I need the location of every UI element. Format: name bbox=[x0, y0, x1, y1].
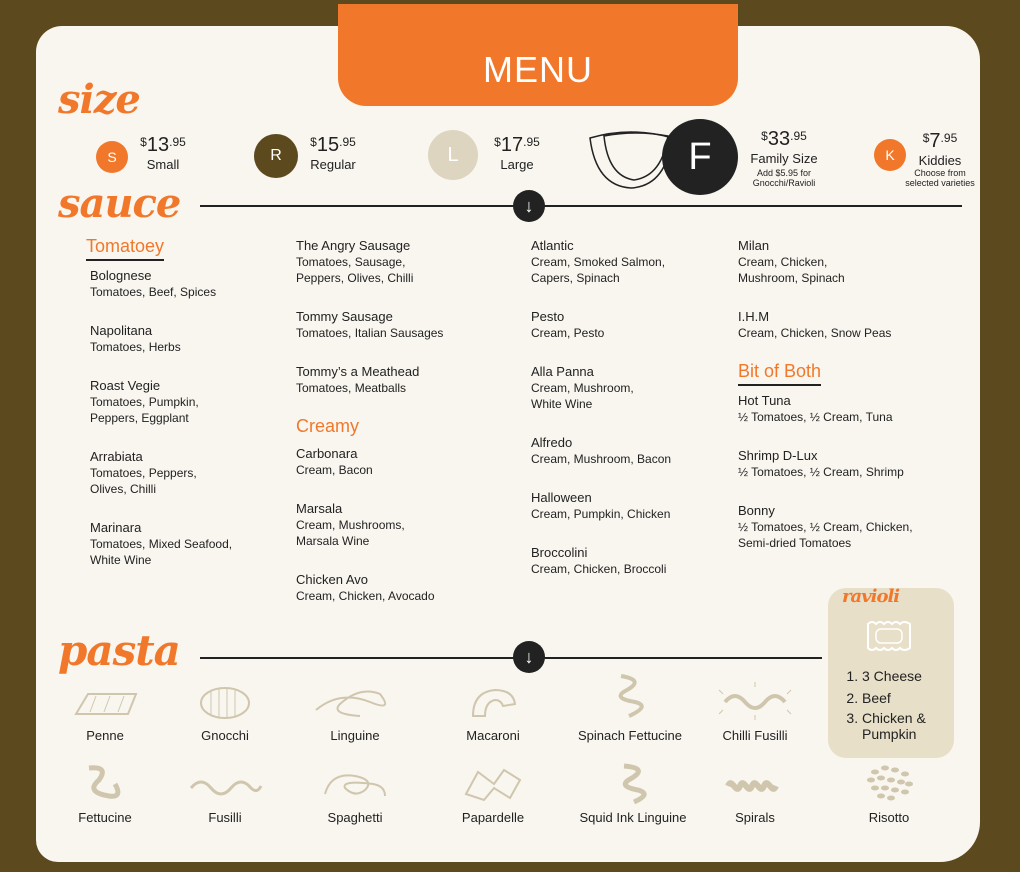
sauce-item: Chicken Avo Cream, Chicken, Avocado bbox=[296, 572, 435, 603]
macaroni-icon bbox=[463, 684, 523, 722]
pasta-item: Papardelle bbox=[438, 764, 548, 826]
fusilli-icon bbox=[185, 770, 265, 804]
category-tomatoey: Tomatoey bbox=[86, 236, 164, 261]
size-small-price: $^{\$}13^{.95}$ Small bbox=[140, 134, 186, 172]
sauce-item: Halloween Cream, Pumpkin, Chicken bbox=[531, 490, 671, 521]
sauce-item: Arrabiata Tomatoes, Peppers, Olives, Chilli bbox=[90, 449, 197, 496]
spirals-icon bbox=[720, 768, 790, 804]
arrow-down-icon: ↓ bbox=[513, 641, 545, 673]
sauce-item: Atlantic Cream, Smoked Salmon, Capers, Spinach bbox=[531, 238, 666, 285]
pasta-item: Spinach Fettucine bbox=[575, 672, 685, 744]
pasta-item: Fusilli bbox=[170, 770, 280, 826]
size-large-badge: L bbox=[428, 130, 478, 180]
sauce-item: Tommy Sausage Tomatoes, Italian Sausages bbox=[296, 309, 444, 340]
category-creamy: Creamy bbox=[296, 416, 360, 436]
spaghetti-icon bbox=[315, 764, 395, 804]
ravioli-heading: ravioli bbox=[842, 586, 900, 607]
size-family-badge: F bbox=[662, 119, 738, 195]
sauce-item: Milan Cream, Chicken, Mushroom, Spinach bbox=[738, 238, 845, 285]
fettucine-icon bbox=[75, 762, 135, 804]
sauce-column-2 bbox=[296, 237, 496, 626]
pasta-item: Squid Ink Linguine bbox=[578, 762, 688, 826]
gnocchi-icon bbox=[195, 684, 255, 722]
sauce-item: Alfredo Cream, Mushroom, Bacon bbox=[531, 435, 672, 466]
size-regular-price: $^{\$}15^{.95}$ Regular bbox=[310, 134, 356, 172]
sauce-item: Broccolini Cream, Chicken, Broccoli bbox=[531, 545, 667, 576]
spinach-fettucine-icon bbox=[605, 672, 655, 724]
pasta-heading: pasta bbox=[58, 626, 180, 675]
size-family-price: $^{\$}33^{.95}$ Family Size Add $5.95 for Gnocchi/Ravioli bbox=[750, 128, 818, 188]
pasta-item: Linguine bbox=[300, 684, 410, 744]
pasta-item: Chilli Fusilli bbox=[700, 680, 810, 744]
sauce-item: Marsala Cream, Mushrooms, Marsala Wine bbox=[296, 501, 405, 548]
chilli-fusilli-icon bbox=[715, 680, 795, 722]
sauce-item: Napolitana Tomatoes, Herbs bbox=[90, 323, 181, 354]
pasta-item: Spaghetti bbox=[300, 764, 410, 826]
squid-ink-linguine-icon bbox=[608, 762, 658, 804]
size-regular-badge: R bbox=[254, 134, 298, 178]
sauce-item: Roast Vegie Tomatoes, Pumpkin, Peppers, Eggplant bbox=[90, 378, 199, 425]
sauce-item: Hot Tuna ½ Tomatoes, ½ Cream, Tuna bbox=[738, 393, 893, 424]
list-item: 2. Beef bbox=[862, 688, 942, 708]
pasta-item: Penne bbox=[50, 684, 160, 744]
size-kiddies-badge: K bbox=[874, 139, 906, 171]
size-large-price: $^{\$}17^{.95}$ Large bbox=[494, 134, 540, 172]
papardelle-icon bbox=[458, 764, 528, 804]
pasta-item: Fettucine bbox=[50, 762, 160, 826]
sauce-item: Marinara Tomatoes, Mixed Seafood, White Wine bbox=[90, 520, 233, 567]
ravioli-panel bbox=[828, 588, 954, 758]
category-bit-of-both: Bit of Both bbox=[738, 361, 821, 386]
sauce-divider bbox=[200, 205, 962, 207]
sauce-item: Alla Panna Cream, Mushroom, White Wine bbox=[531, 364, 634, 411]
pasta-item: Spirals bbox=[700, 768, 810, 826]
penne-icon bbox=[70, 684, 140, 722]
sauce-item: The Angry Sausage Tomatoes, Sausage, Peppers, Olives, Chilli bbox=[296, 238, 414, 285]
sauce-item: Pesto Cream, Pesto bbox=[531, 309, 605, 340]
risotto-icon bbox=[861, 760, 917, 804]
pasta-item: Risotto bbox=[834, 760, 944, 826]
sauce-item: Shrimp D-Lux ½ Tomatoes, ½ Cream, Shrimp bbox=[738, 448, 904, 479]
list-item: 1. 3 Cheese bbox=[862, 666, 942, 686]
list-item: 3. Chicken & Pumpkin bbox=[862, 710, 942, 742]
ravioli-icon bbox=[864, 618, 914, 654]
sauce-column-1 bbox=[86, 236, 276, 590]
sauce-item: I.H.M Cream, Chicken, Snow Peas bbox=[738, 309, 892, 340]
sauce-heading: sauce bbox=[58, 180, 181, 227]
page-title: MENU bbox=[338, 4, 738, 106]
sauce-item: Bolognese Tomatoes, Beef, Spices bbox=[90, 268, 217, 299]
ravioli-list bbox=[828, 666, 942, 744]
pasta-item: Gnocchi bbox=[170, 684, 280, 744]
linguine-icon bbox=[310, 684, 400, 722]
sauce-item: Tommy’s a Meathead Tomatoes, Meatballs bbox=[296, 364, 420, 395]
size-small-badge: S bbox=[96, 141, 128, 173]
sauce-column-4 bbox=[738, 237, 938, 573]
pasta-item: Macaroni bbox=[438, 684, 548, 744]
arrow-down-icon: ↓ bbox=[513, 190, 545, 222]
sauce-item: Carbonara Cream, Bacon bbox=[296, 446, 373, 477]
sauce-item: Bonny ½ Tomatoes, ½ Cream, Chicken, Semi-dried Tomatoes bbox=[738, 503, 913, 550]
size-kiddies-price: $^{\$}7^{.95}$ Kiddies Choose from selected varieties bbox=[905, 130, 975, 188]
pasta-divider bbox=[200, 657, 822, 659]
size-heading: size bbox=[58, 76, 140, 123]
sauce-column-3 bbox=[531, 237, 721, 599]
